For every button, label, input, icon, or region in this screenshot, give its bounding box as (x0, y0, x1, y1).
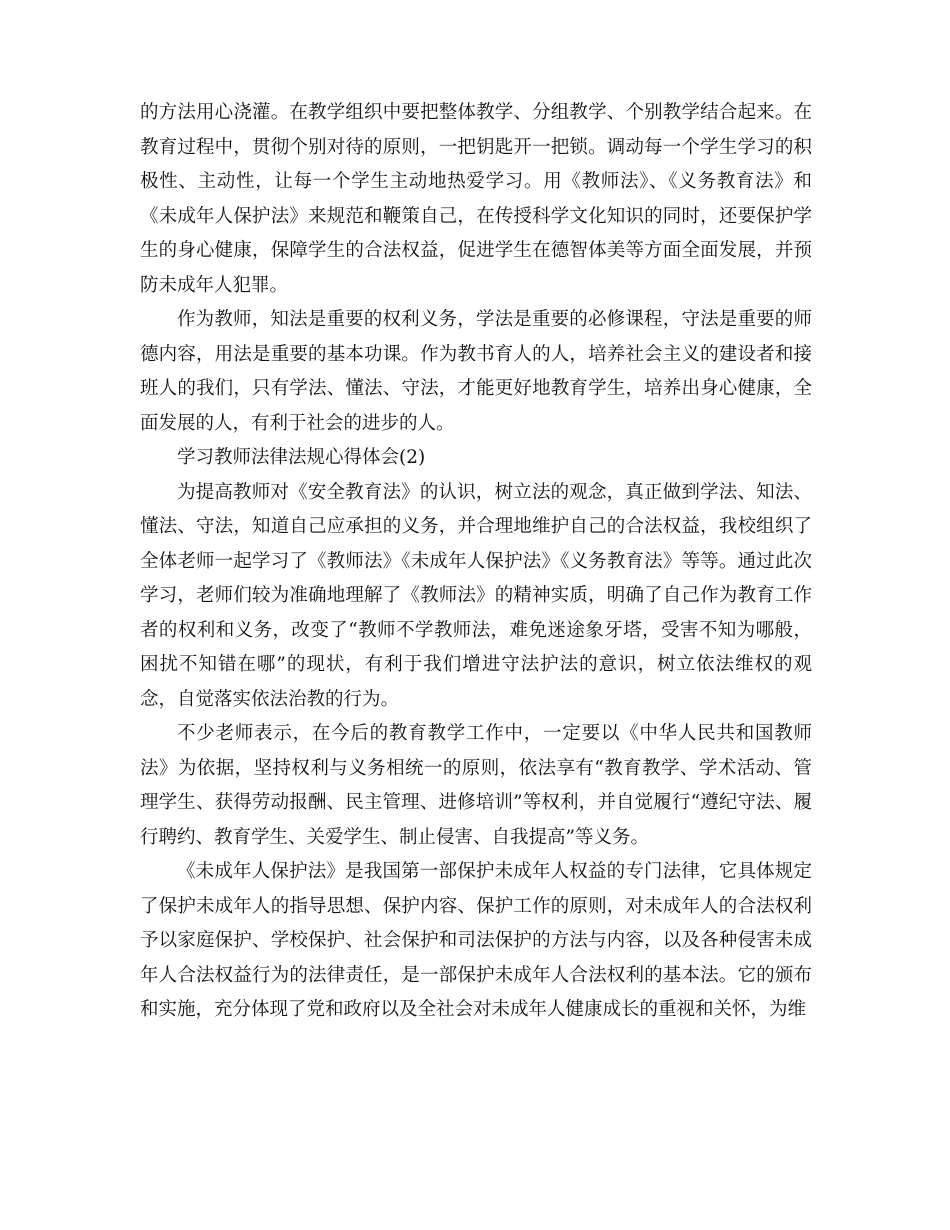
paragraph-4: 不少老师表示，在今后的教育教学工作中，一定要以《中华人民共和国教师法》为依据，坚持权利与义务相统一的原则，依法享有“教育教学、学术活动、管理学生、获得劳动报酬、民主管理、进修培训”等权利，并自觉履行“遵纪守法、履行聘约、教育学生、关爱学生、制止侵害、自我提高”等义务。 (140, 723, 812, 848)
paragraph-2: 作为教师，知法是重要的权利义务，学法是重要的必修课程，守法是重要的师德内容，用法是重要的基本功课。作为教书育人的人，培养社会主义的建设者和接班人的我们，只有学法、懂法、守法，才能更好地教育学生，培养出身心健康，全面发展的人，有利于社会的进步的人。 (140, 309, 812, 434)
paragraph-3: 为提高教师对《安全教育法》的认识，树立法的观念，真正做到学法、知法、懂法、守法，知道自己应承担的义务，并合理地维护自己的合法权益，我校组织了全体老师一起学习了《教师法》《未成年人保护法》《义务教育法》等等。通过此次学习，老师们较为准确地理解了《教师法》的精神实质，明确了自己作为教育工作者的权利和义务，改变了“教师不学教师法，难免迷途象牙塔，受害不知为哪般，困扰不知错在哪”的现状，有利于我们增进守法护法的意识，树立依法维权的观念，自觉落实依法治教的行为。 (140, 481, 812, 710)
paragraph-5: 《未成年人保护法》是我国第一部保护未成年人权益的专门法律，它具体规定了保护未成年人的指导思想、保护内容、保护工作的原则，对未成年人的合法权利予以家庭保护、学校保护、社会保护和司法保护的方法与内容，以及各种侵害未成年人合法权益行为的法律责任，是一部保护未成年人合法权利的基本法。它的颁布和实施，充分体现了党和政府以及全社会对未成年人健康成长的重视和关怀，为维 (140, 861, 812, 1020)
document-body (140, 96, 812, 1028)
section-heading: 学习教师法律法规心得体会(2) (177, 447, 426, 468)
paragraph-1: 的方法用心浇灌。在教学组织中要把整体教学、分组教学、个别教学结合起来。在教育过程中，贯彻个别对待的原则，一把钥匙开一把锁。调动每一个学生学习的积极性、主动性，让每一个学生主动地热爱学习。用《教师法》、《义务教育法》和《未成年人保护法》来规范和鞭策自己，在传授科学文化知识的同时，还要保护学生的身心健康，保障学生的合法权益，促进学生在德智体美等方面全面发展，并预防未成年人犯罪。 (140, 102, 812, 296)
